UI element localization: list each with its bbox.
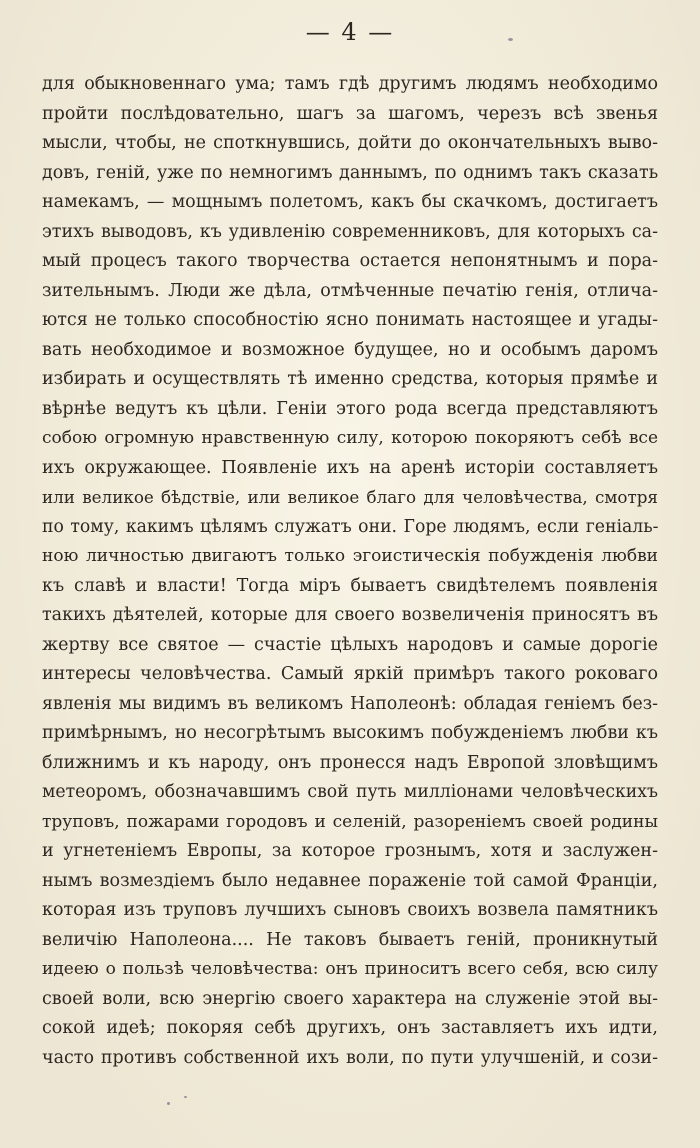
text-line: идеею о пользѣ человѣчества: онъ приноситъ всего себя, всю силу bbox=[42, 959, 658, 979]
text-line: нымъ возмездіемъ было недавнее пораженіе той самой Франціи, bbox=[42, 870, 658, 891]
text-line: сокой идеѣ; покоряя себѣ другихъ, онъ заставляетъ ихъ идти, bbox=[42, 1018, 658, 1038]
text-line: зительнымъ. Люди же дѣла, отмѣченные печатію генія, отлича- bbox=[42, 280, 658, 301]
text-line: ются не только способностію ясно понимать настоящее и угады- bbox=[42, 310, 658, 330]
text-line: къ славѣ и власти! Тогда міръ бываетъ свидѣтелемъ появленія bbox=[42, 575, 658, 596]
text-line: пройти послѣдовательно, шагъ за шагомъ, черезъ всѣ звенья bbox=[42, 103, 658, 124]
text-line: которая изъ труповъ лучшихъ сыновъ своихъ возвела памятникъ bbox=[42, 900, 658, 920]
page-number-header: — 4 — bbox=[305, 18, 395, 46]
body-text bbox=[42, 70, 658, 1073]
text-line: и угнетеніемъ Европы, за которое грознымъ, хотя и заслужен- bbox=[42, 841, 658, 861]
text-line: ближнимъ и къ народу, онъ пронесся надъ Европой зловѣщимъ bbox=[42, 752, 658, 773]
text-line: интересы человѣчества. Самый яркій примѣръ такого роковаго bbox=[42, 664, 658, 684]
text-line: такихъ дѣятелей, которые для своего возвеличенія приносятъ въ bbox=[42, 605, 658, 625]
ink-speck bbox=[184, 1096, 187, 1098]
text-line: этихъ выводовъ, къ удивленію современниковъ, для которыхъ са- bbox=[42, 221, 658, 242]
text-line: мысли, чтобы, не споткнувшись, дойти до окончательныхъ выво- bbox=[42, 133, 658, 153]
text-line: намекамъ, — мощнымъ полетомъ, какъ бы скачкомъ, достигаетъ bbox=[42, 192, 658, 212]
text-line: примѣрнымъ, но несогрѣтымъ высокимъ побужденіемъ любви къ bbox=[42, 723, 658, 743]
text-line: своей воли, всю энергію своего характера на служеніе этой вы- bbox=[42, 988, 658, 1009]
text-line: метеоромъ, обозначавшимъ свой путь милліонами человѣческихъ bbox=[42, 782, 658, 802]
text-line: труповъ, пожарами городовъ и селеній, разореніемъ своей родины bbox=[42, 811, 658, 832]
text-line: ною личностью двигаютъ только эгоистическія побужденія любви bbox=[42, 546, 658, 566]
text-line: часто противъ собственной ихъ воли, по пути улучшеній, и сози- bbox=[42, 1047, 658, 1068]
text-line: по тому, какимъ цѣлямъ служатъ они. Горе людямъ, если геніаль- bbox=[42, 516, 659, 537]
text-line: вѣрнѣе ведутъ къ цѣли. Геніи этого рода всегда представляютъ bbox=[42, 398, 658, 419]
text-line: явленія мы видимъ въ великомъ Наполеонѣ: обладая геніемъ без- bbox=[42, 693, 658, 714]
ink-speck bbox=[167, 1102, 170, 1105]
ink-speck bbox=[508, 38, 513, 41]
text-line: довъ, геній, уже по немногимъ даннымъ, по однимъ такъ сказать bbox=[42, 162, 659, 183]
text-line: для обыкновеннаго ума; тамъ гдѣ другимъ людямъ необходимо bbox=[42, 74, 658, 94]
text-line: величію Наполеона.... Не таковъ бываетъ геній, проникнутый bbox=[42, 929, 658, 950]
text-line: собою огромную нравственную силу, которою покоряютъ себѣ все bbox=[42, 428, 658, 448]
text-line: или великое бѣдствіе, или великое благо для человѣчества, смотря bbox=[42, 487, 658, 507]
text-line: мый процесъ такого творчества остается непонятнымъ и пора- bbox=[42, 251, 658, 271]
text-line: жертву все святое — счастіе цѣлыхъ народовъ и самые дорогіе bbox=[42, 634, 658, 655]
text-line: избирать и осуществлять тѣ именно средства, которыя прямѣе и bbox=[42, 369, 658, 389]
text-line: ихъ окружающее. Появленіе ихъ на аренѣ исторіи составляетъ bbox=[42, 457, 658, 478]
text-line: вать необходимое и возможное будущее, но и особымъ даромъ bbox=[42, 339, 658, 360]
